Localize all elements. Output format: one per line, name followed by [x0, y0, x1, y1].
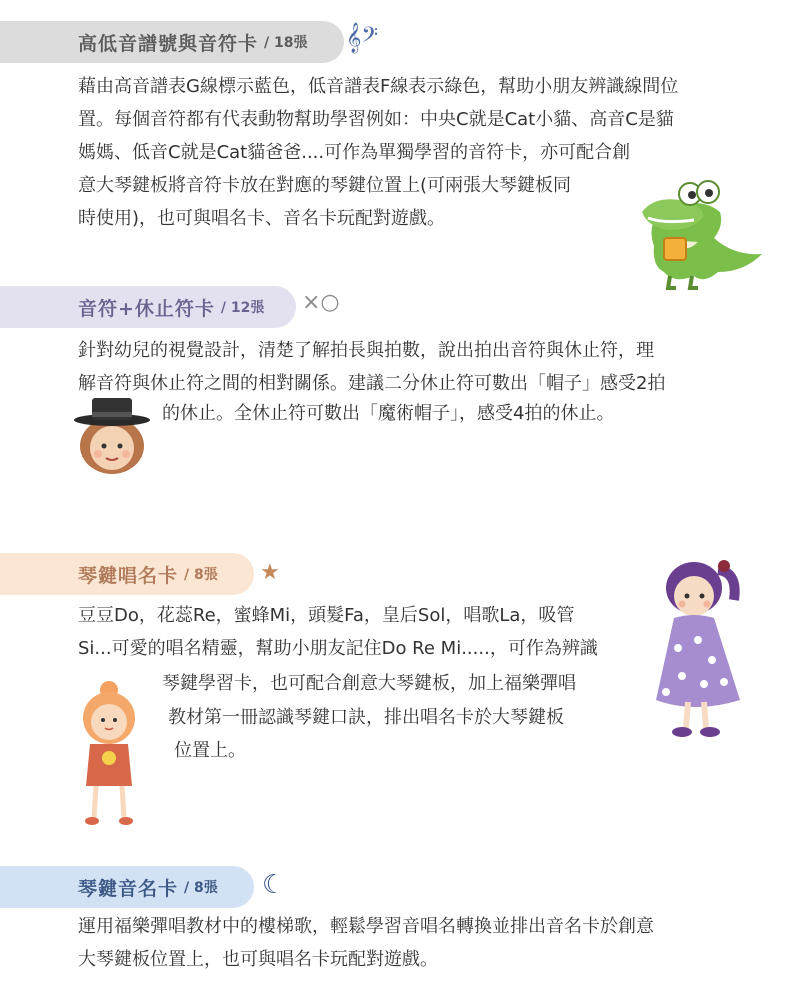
crescent-moon-icon: ☾: [262, 870, 286, 900]
section-line: Si...可愛的唱名精靈，幫助小朋友記住Do Re Mi.....，可作為辨識: [78, 638, 598, 659]
section-line: 教材第一冊認識琴鍵口訣，排出唱名卡於大琴鍵板: [168, 707, 564, 728]
section-title: 音符+休止符卡: [78, 297, 215, 320]
section-line: 針對幼兒的視覺設計，清楚了解拍長與拍數，說出拍出音符與休止符，理: [78, 340, 654, 361]
flower-fairy-illustration: [72, 678, 146, 828]
crocodile-illustration: [634, 176, 766, 291]
section-header-bar: [0, 866, 254, 908]
section-line: 琴鍵學習卡，也可配合創意大琴鍵板，加上福樂彈唱: [162, 673, 576, 694]
section-card-count: / 8張: [184, 880, 218, 896]
section-line: 大琴鍵板位置上，也可與唱名卡玩配對遊戲。: [78, 949, 438, 970]
section-line: 時使用)，也可與唱名卡、音名卡玩配對遊戲。: [78, 208, 446, 229]
section-line: 豆豆Do，花蕊Re，蜜蜂Mi，頭髮Fa，皇后Sol，唱歌La，吸管: [78, 605, 575, 626]
section-line: 解音符與休止符之間的相對關係。建議二分休止符可數出「帽子」感受2拍: [78, 373, 666, 394]
section-line: 位置上。: [174, 740, 246, 761]
section-line: 置。每個音符都有代表動物幫助學習例如：中央C就是Cat小貓、高音C是貓: [78, 109, 674, 130]
section-line: 運用福樂彈唱教材中的樓梯歌，輕鬆學習音唱名轉換並排出音名卡於創意: [78, 916, 654, 937]
section-title: 琴鍵唱名卡: [78, 564, 179, 587]
section-title: 高低音譜號與音符卡: [78, 32, 259, 55]
section-line: 意大琴鍵板將音符卡放在對應的琴鍵位置上(可兩張大琴鍵板同: [78, 175, 572, 196]
cross-circle-icon: ×○: [302, 290, 340, 315]
section-line: 的休止。全休止符可數出「魔術帽子」，感受4拍的休止。: [162, 403, 615, 424]
section-card-count: / 18張: [264, 35, 308, 51]
girl-with-hat-illustration: [72, 396, 152, 474]
section-header-bar: [0, 553, 254, 595]
section-header-bar: [0, 286, 296, 328]
purple-dress-girl-illustration: [652, 552, 744, 742]
section-line: 藉由高音譜表G線標示藍色，低音譜表F線表示綠色，幫助小朋友辨識線間位: [78, 76, 679, 97]
star-icon: ★: [260, 560, 280, 585]
section-line: 媽媽、低音C就是Cat貓爸爸....可作為單獨學習的音符卡，亦可配合創: [78, 142, 631, 163]
section-card-count: / 12張: [220, 300, 265, 316]
section-card-count: / 8張: [184, 567, 218, 583]
treble-bass-clef-icon: 𝄞𝄢: [346, 23, 379, 53]
section-header-bar: [0, 21, 344, 63]
section-title: 琴鍵音名卡: [78, 877, 179, 900]
